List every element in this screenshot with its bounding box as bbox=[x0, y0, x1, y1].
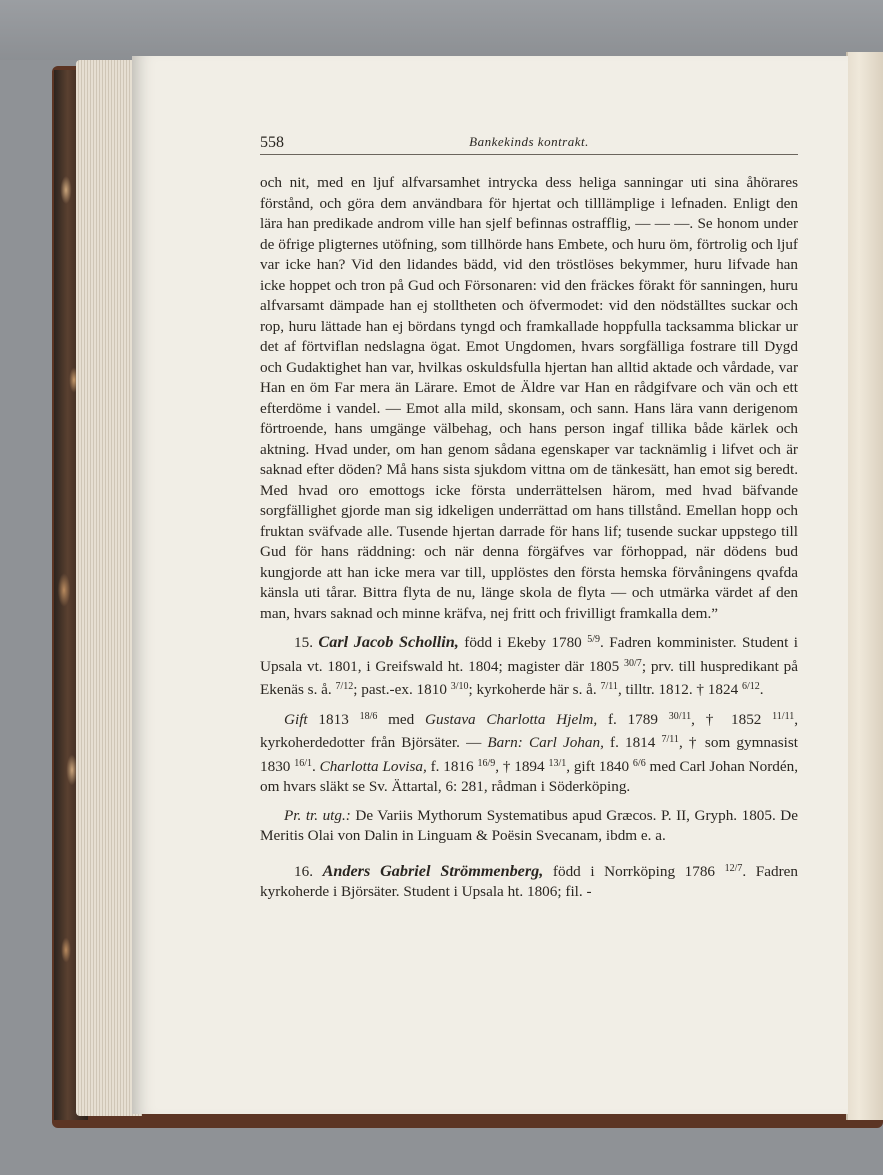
date-fraction: 12/7 bbox=[724, 862, 743, 874]
entry-15-text: 15. Carl Jacob Schollin, född i Ekeby 1780 $^{5/9}$. Fadren komminister. Student i Upsala vt. 1801, i Greifswald ht. 1804; magister där 1805 $^{30/7}$; prv. till huspredikant på Ekenäs s. å. $^{7/12}$; past.-ex. 1810 $^{3/10}$; kyrkoherde här s. å. $^{7/11}$, tilltr. 1812. † 1824 $^{6/12}$. bbox=[260, 633, 799, 698]
facing-page-edge bbox=[846, 52, 883, 1120]
entry-15-notes bbox=[260, 707, 798, 847]
page-number: 558 bbox=[260, 134, 284, 151]
child-name: Charlotta Lovisa, bbox=[319, 757, 427, 775]
page-content bbox=[260, 132, 798, 903]
date-fraction: 6/12 bbox=[741, 681, 760, 692]
date-fraction: 7/11 bbox=[600, 681, 618, 692]
backdrop bbox=[0, 0, 883, 60]
page-header bbox=[260, 132, 798, 155]
child-name: Carl Johan, bbox=[528, 734, 604, 751]
entry-15 bbox=[260, 630, 798, 847]
book-page bbox=[132, 56, 848, 1114]
entry-16 bbox=[260, 859, 798, 903]
works-note: Pr. tr. utg.: De Variis Mythorum Systematibus apud Græcos. P. II, Gryph. 1805. De Meritis Olai von Dalin in Linguam & Poësin Svecanam, ibdm e. a. bbox=[260, 806, 799, 844]
spouse-name: Gustava Charlotta Hjelm, bbox=[425, 710, 598, 728]
body-text bbox=[260, 173, 798, 903]
person-name: Anders Gabriel Strömmenberg, bbox=[322, 861, 544, 880]
running-head: Bankekinds kontrakt. bbox=[469, 134, 589, 149]
continued-paragraph: och nit, med en ljuf alfvarsamhet intrycka dess heliga sanningar uti sina åhörares förstånd, och göra dem användbara för hjertat och tilllämplige i lefnaden. Enligt den lära han predikade androm ville han sjelf befinnas ostrafflig, — — —. Se honom under de öfrige pligternes utöfning, som tillhörde hans Embete, och huru öm, förtrolig och ljuf var icke han? Vid den lidandes bädd, vid den tröstlöses bekymmer, huru lifvade han icke hoppet och tron på Gud och Försonaren: vid den fräckes förakt för sanningen, huru alfvarsamt dämpade han ej stolltheten och öfvermodet: vid den nödställtes suckar och rop, huru lättade han ej bördans tyngd och framkallade hoppfulla tacksamma blickar ur det af förtviflan nedslagna ögat. Emot Ungdomen, hvars sorgfälliga fostrare till Dygd och Gudaktighet han var, hvilkas oskuldsfulla hjertan han alltid aktade och vårdade, var Han en öm Far mera än Lärare. Emot de Äldre var Han en rådgifvare och vän och ett efterdöme i vandel. — Emot alla mild, skonsam, och sann. Hans lära vann derigenom förtroende, hans umgänge välbehag, och hans person ingaf tillika både kärlek och aktning. Hvad under, om han genom sådana egenskaper var tacknämlig i lifvet och är saknad efter döden? Må hans sista sjukdom vittna om de tänkesätt, han emot sig beredt. Med hvad oro emottogs icke första underrättelsen härom, med hvad bäfvande sorgfällighet gjorde man sig idkeligen underrättad om hans tillstånd. Emellan hopp och fruktan sväfvade alle. Tusende hjertan darrade för hans lif; tusende suckar uppstego till Gud för hans räddning: och när denna förgäfves var förhoppad, när dödens bud kungjorde att han icke mera var till, upplöstes den första hemska förvåningens qvafda känsla uti tårar. Bittra flyta de nu, länge skola de flyta — och utmärka värdet af den man, hvars saknad och minne kräfva, nej fritt och frivilligt framkalla dem.” bbox=[260, 174, 798, 622]
date-fraction: 3/10 bbox=[450, 681, 469, 692]
marriage-note: Gift 1813 $^{18/6}$ med Gustava Charlotta Hjelm, f. 1789 $^{30/11}$, † 1852 $^{11/11}$, kyrkoherdedotter från Björsäter. — Barn: Carl Johan, f. 1814 $^{7/11}$, † som gymnasist 1830 $^{16/1}$. Charlotta Lovisa, f. 1816 $^{16/9}$, † 1894 $^{13/1}$, gift 1840 $^{6/6}$ med Carl Johan Nordén, om hvars släkt se Sv. Ättartal, 6: 281, rådman i Söderköping. bbox=[260, 710, 799, 795]
date-fraction: 30/7 bbox=[624, 657, 642, 669]
entry-number: 16. bbox=[294, 862, 313, 880]
entry-16-text: 16. Anders Gabriel Strömmenberg, född i Norrköping 1786 $^{12/7}$. Fadren kyrkoherde i Björsäter. Student i Upsala ht. 1806; fil. - bbox=[260, 861, 798, 900]
person-name: Carl Jacob Schollin, bbox=[318, 633, 459, 651]
entry-number: 15. bbox=[294, 634, 313, 651]
date-fraction: 7/12 bbox=[335, 681, 354, 692]
date-fraction: 5/9 bbox=[587, 634, 600, 645]
